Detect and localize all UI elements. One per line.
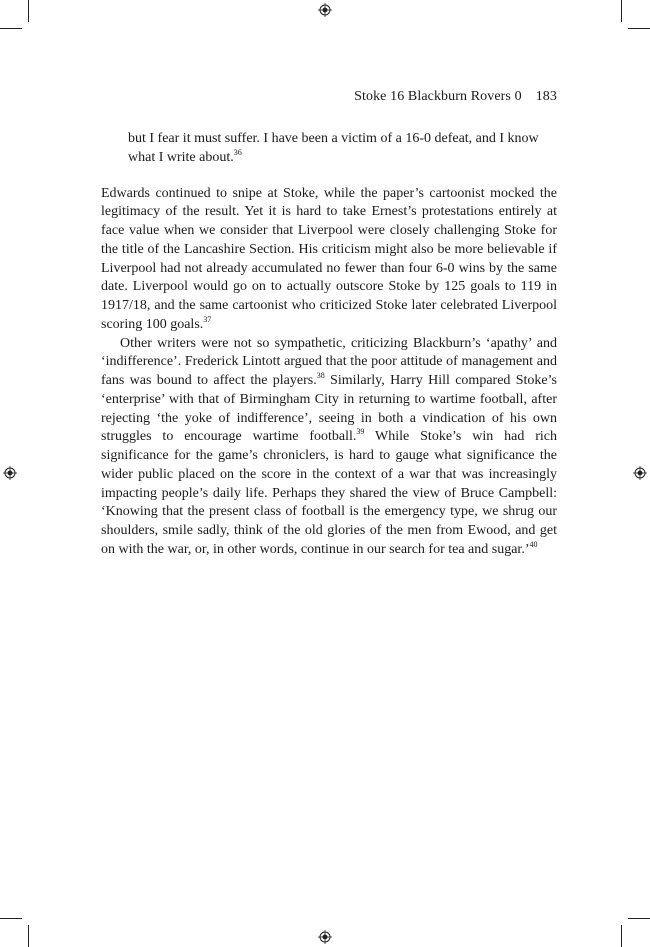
footnote-ref-38: 38 [316, 371, 325, 380]
paragraph-2-text-c: While Stoke’s win had rich significance for the game’s chroniclers, is hard to gauge what significance the wider public placed on the score in the context of a war that was increasingly impacting people’s daily life. Perhaps they shared the view of Bruce Campbell: ‘Knowing that the present class of football is the emergency type, we shrug our shoulders, smile sadly, think of the old glories of the men from Ewood, and get on with the war, or, in other words, continue in our search for tea and sugar.’ [101, 429, 558, 557]
footnote-ref-40: 40 [529, 539, 538, 549]
crop-mark-top-right [621, 0, 622, 22]
registration-mark-right-icon [633, 466, 647, 480]
block-quote [128, 130, 557, 168]
registration-mark-top-icon [318, 3, 332, 17]
paragraph-1-text: Edwards continued to snipe at Stoke, while the paper’s cartoonist mocked the legitimacy of the result. Yet it is hard to take Ernest’s protestations entirely at face value when we consider that Liverpool were closely challenging Stoke for the title of the Lancashire Section. His criticism might also be more believable if Liverpool had not already accumulated no fewer than four 6-0 wins by the same date. Liverpool would go on to actually outscore Stoke by 125 goals to 119 in 1917/18, and the same cartoonist who criticized Stoke later celebrated Liverpool scoring 100 goals. [101, 185, 557, 332]
quote-text: but I fear it must suffer. I have been a victim of a 16-0 defeat, and I know what I write about. [128, 131, 539, 165]
registration-mark-left-icon [3, 466, 17, 480]
footnote-ref-37: 37 [203, 314, 212, 324]
running-header [354, 89, 557, 105]
crop-mark-bottom-left [28, 925, 29, 947]
crop-mark-top-right-h [628, 28, 650, 29]
paragraph-2-text-b: Similarly, Harry Hill compared Stoke’s ‘enterprise’ with that of Birmingham City in returning to wartime football, after rejecting ‘the yoke of indifference’, seeing in both a vindication of his own struggles to encourage wartime football. [101, 373, 557, 445]
page-body [101, 130, 557, 560]
crop-mark-top-left-h [0, 28, 22, 29]
paragraph-1 [101, 185, 557, 335]
paragraph-2-text-a: Other writers were not so sympathetic, criticizing Blackburn’s ‘apathy’ and ‘indifference’. Frederick Lintott argued that the poor attitude of management and fans was bound to affect the players. [101, 335, 557, 388]
page-number: 183 [535, 89, 557, 104]
crop-mark-bottom-right-h [628, 918, 650, 919]
crop-mark-bottom-left-h [0, 918, 22, 919]
footnote-ref-36: 36 [233, 147, 242, 157]
crop-mark-top-left [28, 0, 29, 22]
running-title: Stoke 16 Blackburn Rovers 0 [354, 89, 522, 104]
footnote-ref-39: 39 [356, 427, 365, 437]
crop-mark-bottom-right [621, 925, 622, 947]
registration-mark-bottom-icon [318, 930, 332, 944]
paragraph-2 [101, 335, 557, 560]
